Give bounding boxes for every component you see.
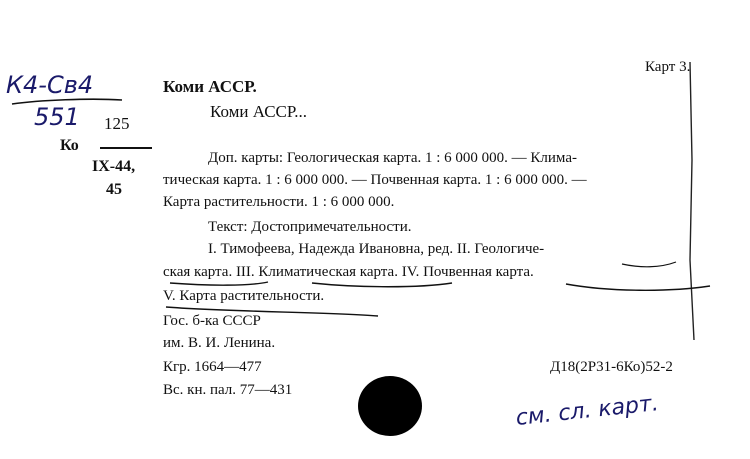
library-line-1: Гос. б-ка СССР	[163, 313, 261, 329]
description-line-3: Карта растительности. 1 : 6 000 000.	[163, 194, 395, 210]
handwritten-note: см. сл. карт.	[514, 391, 660, 431]
classification: Д18(2Р31-6Ко)52-2	[550, 359, 673, 375]
catalog-number: Кгр. 1664—477	[163, 359, 262, 375]
library-line-2: им. В. И. Ленина.	[163, 335, 276, 351]
title-bold: Коми АССР.	[163, 77, 257, 96]
handwritten-shelfmark: К4-Св4	[6, 71, 94, 99]
tracings-line-3: V. Карта растительности.	[163, 288, 325, 304]
tracings-line-2: ская карта. III. Климатическая карта. IV. Почвенная карта.	[163, 264, 534, 280]
call-number: 125	[104, 114, 130, 133]
punch-hole	[358, 376, 422, 436]
description-line-1: Доп. карты: Геологическая карта. 1 : 6 000 000. — Клима-	[208, 150, 577, 166]
tracings-line-1: I. Тимофеева, Надежда Ивановна, ред. II. Геологиче-	[208, 241, 545, 257]
call-series-cont: 45	[106, 181, 122, 198]
description-line-2: тическая карта. 1 : 6 000 000. — Почвенная карта. 1 : 6 000 000. —	[163, 172, 587, 188]
text-note: Текст: Достопримечательности.	[208, 219, 412, 235]
call-series: IX-44,	[92, 158, 136, 175]
inventory-number: Вс. кн. пал. 77—431	[163, 382, 293, 398]
handwritten-number: 551	[34, 103, 80, 131]
call-prefix: Ко	[60, 137, 79, 154]
title-plain: Коми АССР...	[210, 102, 307, 121]
card-label: Карт 3.	[645, 59, 691, 75]
call-rule	[100, 147, 152, 149]
